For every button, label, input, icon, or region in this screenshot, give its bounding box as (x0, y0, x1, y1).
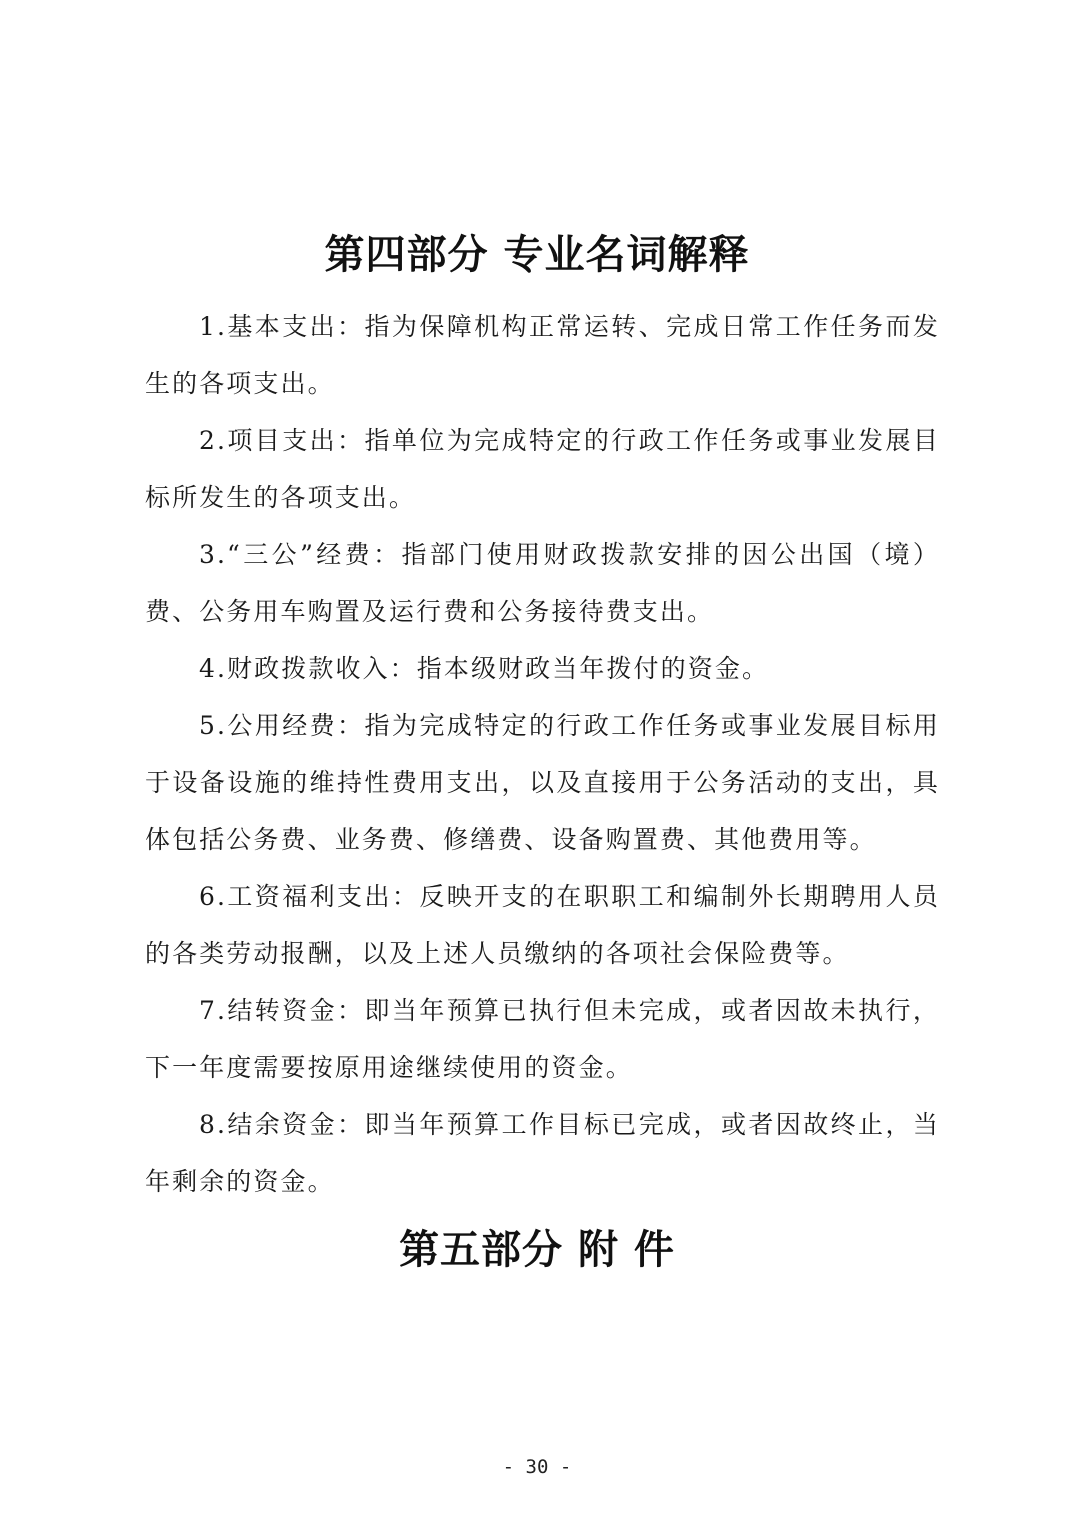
term-fiscal-appropriation-income: 4.财政拨款收入：指本级财政当年拨付的资金。 (199, 654, 770, 683)
term-carryover-funds: 7.结转资金：即当年预算已执行但未完成，或者因故未执行，下一年度需要按原用途继续使用的资金。 (145, 996, 940, 1082)
glossary-body (145, 298, 940, 1210)
term-public-funds: 5.公用经费：指为完成特定的行政工作任务或事业发展目标用于设备设施的维持性费用支出，以及直接用于公务活动的支出，具体包括公务费、业务费、修缮费、设备购置费、其他费用等。 (145, 711, 940, 854)
term-three-public-funds: 3.“三公”经费：指部门使用财政拨款安排的因公出国（境）费、公务用车购置及运行费和公务接待费支出。 (145, 540, 940, 626)
section-heading-part4: 第四部分 专业名词解释 (324, 231, 750, 278)
term-wages-welfare: 6.工资福利支出：反映开支的在职职工和编制外长期聘用人员的各类劳动报酬，以及上述人员缴纳的各项社会保险费等。 (145, 882, 940, 968)
page-number: - 30 - (502, 1456, 572, 1478)
term-project-expenditure: 2.项目支出：指单位为完成特定的行政工作任务或事业发展目标所发生的各项支出。 (145, 426, 940, 512)
term-surplus-funds: 8.结余资金：即当年预算工作目标已完成，或者因故终止，当年剩余的资金。 (145, 1110, 940, 1196)
term-basic-expenditure: 1.基本支出：指为保障机构正常运转、完成日常工作任务而发生的各项支出。 (145, 312, 940, 398)
section-heading-part5: 第五部分 附 件 (399, 1226, 675, 1273)
